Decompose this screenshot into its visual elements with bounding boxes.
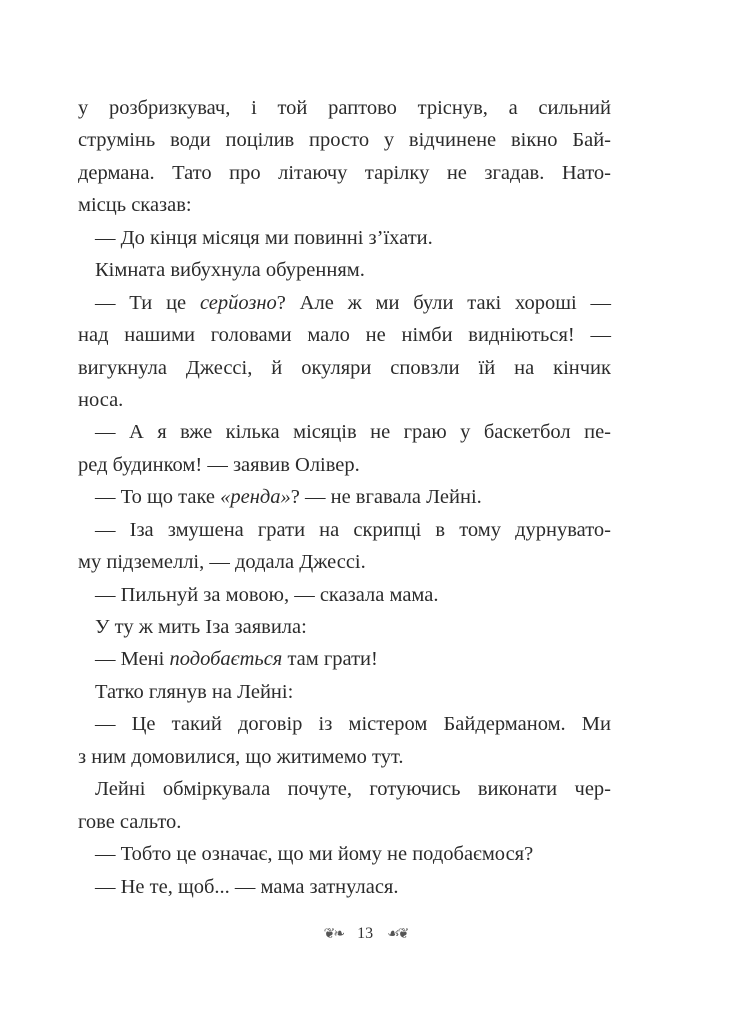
left-ornament-icon: ❦❧: [323, 927, 344, 942]
italic-text: подобається: [169, 648, 283, 671]
text-line: [78, 124, 611, 156]
text-segment: носа.: [78, 388, 124, 411]
text-segment: у розбризкувач, і той раптово тріснув, а сильний: [78, 97, 611, 119]
text-segment: — Мені: [95, 648, 170, 671]
text-line: [78, 676, 611, 708]
text-segment: дермана. Тато про літаючу тарілку не згадав. Нато-: [78, 161, 611, 184]
text-segment: там грати!: [282, 648, 378, 671]
text-line: [78, 871, 611, 903]
text-line: [78, 514, 611, 546]
text-segment: ? — не вгавала Лейні.: [290, 486, 482, 509]
text-line: [78, 449, 611, 481]
text-segment: му підземеллі, — додала Джессі.: [78, 551, 366, 574]
text-segment: з ним домовилися, що житимемо тут.: [78, 745, 404, 768]
text-line: [78, 189, 611, 221]
text-segment: У ту ж мить Іза заявила:: [95, 616, 307, 638]
italic-text: серйозно: [199, 291, 277, 314]
text-line: [78, 254, 611, 286]
text-segment: — Не те, щоб... — мама затнулася.: [95, 875, 399, 898]
text-segment: — Пильнуй за мовою, — сказала мама.: [95, 583, 439, 606]
text-segment: над нашими головами мало не німби видніються! —: [78, 324, 611, 347]
text-segment: — До кінця місяця ми повинні з’їхати.: [95, 226, 433, 249]
text-line: [78, 806, 611, 838]
text-segment: вигукнула Джессі, й окуляри сповзли їй на кінчик: [78, 356, 611, 379]
text-segment: — Ти це: [95, 291, 200, 314]
italic-text: «ренда»: [220, 486, 291, 509]
text-line: [78, 319, 611, 351]
text-line: [78, 708, 611, 740]
text-segment: Лейні обміркувала почуте, готуючись виконати чер-: [95, 778, 611, 801]
text-segment: місць сказав:: [78, 194, 192, 217]
text-segment: ред будинком! — заявив Олівер.: [78, 453, 360, 476]
text-line: [78, 741, 611, 773]
text-line: [78, 222, 611, 254]
text-line: [78, 384, 611, 416]
text-line: [78, 157, 611, 189]
text-line: [78, 416, 611, 448]
text-segment: Кімната вибухнула обуренням.: [95, 259, 365, 282]
text-line: [78, 92, 611, 124]
text-segment: Татко глянув на Лейні:: [95, 680, 294, 703]
text-line: [78, 643, 611, 675]
text-line: [78, 481, 611, 513]
text-segment: — А я вже кілька місяців не граю у баскетбол пе-: [95, 421, 611, 444]
text-segment: — То що таке: [95, 486, 221, 509]
text-segment: — Іза змушена грати на скрипці в тому дурнувато-: [95, 518, 611, 541]
text-line: [78, 838, 611, 870]
page-footer: [0, 925, 731, 943]
text-line: [78, 287, 611, 319]
text-segment: — Тобто це означає, що ми йому не подобаємося?: [95, 843, 534, 866]
text-line: [78, 546, 611, 578]
text-line: [78, 579, 611, 611]
text-segment: ? Але ж ми були такі хороші —: [276, 291, 612, 314]
text-segment: — Це такий договір із містером Байдерманом. Ми: [95, 713, 611, 736]
text-segment: струмінь води поцілив просто у відчинене вікно Бай-: [78, 129, 611, 152]
page-number: 13: [357, 925, 374, 942]
text-line: [78, 352, 611, 384]
text-line: [78, 773, 611, 805]
text-line: [78, 611, 611, 643]
right-ornament-icon: ☙❦: [387, 927, 408, 942]
text-segment: гове сальто.: [78, 810, 182, 833]
body-text: [78, 92, 611, 903]
